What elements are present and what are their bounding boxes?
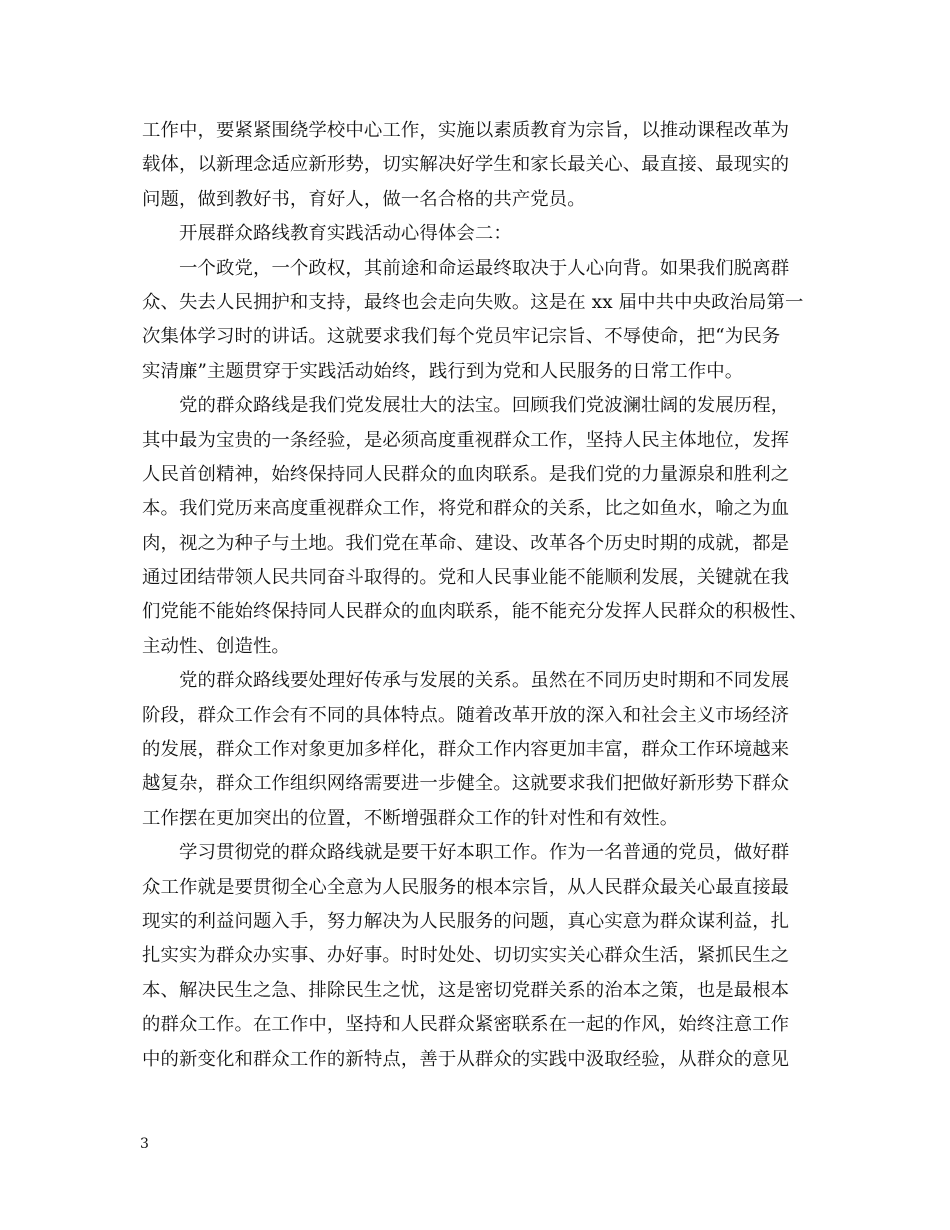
text-line: 越复杂，群众工作组织网络需要进一步健全。这就要求我们把做好新形势下群众 <box>142 773 790 795</box>
text-line: 党的群众路线是我们党发展壮大的法宝。回顾我们党波澜壮阔的发展历程， <box>179 395 790 417</box>
text-line: 实清廉”主题贯穿于实践活动始终，践行到为党和人民服务的日常工作中。 <box>142 360 744 382</box>
text-line: 的发展，群众工作对象更加多样化，群众工作内容更加丰富，群众工作环境越来 <box>142 739 790 761</box>
text-line: 现实的利益问题入手，努力解决为人民服务的问题，真心实意为群众谋利益，扎 <box>142 910 790 932</box>
text-line: 主动性、创造性。 <box>142 635 290 657</box>
text-line: 学习贯彻党的群众路线就是要干好本职工作。作为一名普通的党员，做好群 <box>179 842 790 864</box>
text-line: 通过团结带领人民共同奋斗取得的。党和人民事业能不能顺利发展，关键就在我 <box>142 567 790 589</box>
text-line: 中的新变化和群众工作的新特点，善于从群众的实践中汲取经验，从群众的意见 <box>142 1048 790 1070</box>
text-line: 扎实实为群众办实事、办好事。时时处处、切切实实关心群众生活，紧抓民生之 <box>142 945 790 967</box>
text-line: 载体，以新理念适应新形势，切实解决好学生和家长最关心、最直接、最现实的 <box>142 154 790 176</box>
text-line: 本。我们党历来高度重视群众工作，将党和群众的关系，比之如鱼水，喻之为血 <box>142 498 790 520</box>
text-line: 次集体学习时的讲话。这就要求我们每个党员牢记宗旨、不辱使命，把“为民务 <box>142 326 781 348</box>
text-line: 们党能不能始终保持同人民群众的血肉联系，能不能充分发挥人民群众的积极性、 <box>142 601 808 623</box>
section-heading: 开展群众路线教育实践活动心得体会二： <box>179 223 512 245</box>
text-line: 党的群众路线要处理好传承与发展的关系。虽然在不同历史时期和不同发展 <box>179 670 790 692</box>
text-line: 工作摆在更加突出的位置，不断增强群众工作的针对性和有效性。 <box>142 807 679 829</box>
text-line: 阶段，群众工作会有不同的具体特点。随着改革开放的深入和社会主义市场经济 <box>142 704 790 726</box>
text-line: 众、失去人民拥护和支持，最终也会走向失败。这是在 xx 届中共中央政治局第一 <box>142 291 804 313</box>
text-line: 工作中，要紧紧围绕学校中心工作，实施以素质教育为宗旨，以推动课程改革为 <box>142 120 790 141</box>
page-number: 3 <box>140 1136 149 1152</box>
text-line: 问题，做到教好书，育好人，做一名合格的共产党员。 <box>142 188 586 210</box>
text-line: 本、解决民生之急、排除民生之忧，这是密切党群关系的治本之策，也是最根本 <box>142 979 790 1001</box>
text-line: 的群众工作。在工作中，坚持和人民群众紧密联系在一起的作风，始终注意工作 <box>142 1014 790 1036</box>
text-line: 一个政党，一个政权，其前途和命运最终取决于人心向背。如果我们脱离群 <box>179 257 790 279</box>
text-line: 人民首创精神，始终保持同人民群众的血肉联系。是我们党的力量源泉和胜利之 <box>142 463 790 485</box>
text-line: 众工作就是要贯彻全心全意为人民服务的根本宗旨，从人民群众最关心最直接最 <box>142 876 790 898</box>
document-body <box>142 114 814 1077</box>
text-line: 肉，视之为种子与土地。我们党在革命、建设、改革各个历史时期的成就，都是 <box>142 532 790 554</box>
text-line: 其中最为宝贵的一条经验，是必须高度重视群众工作，坚持人民主体地位，发挥 <box>142 429 790 451</box>
